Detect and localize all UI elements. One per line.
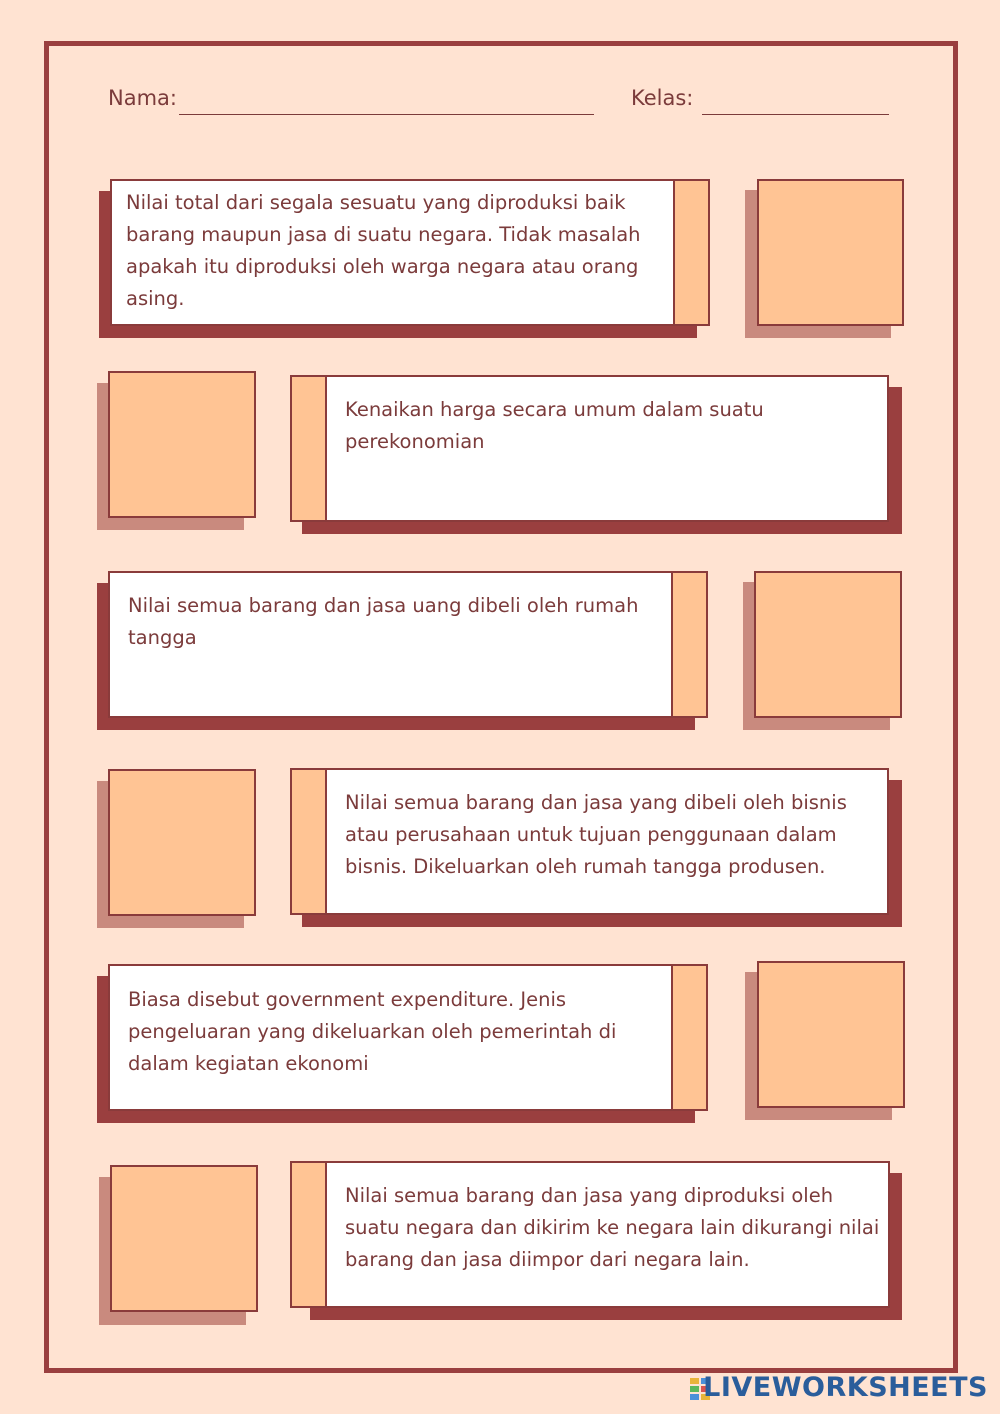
answer-box-1[interactable] bbox=[757, 179, 904, 326]
name-field[interactable] bbox=[179, 114, 594, 115]
card-tab bbox=[290, 768, 327, 915]
definition-text-1: Nilai total dari segala sesuatu yang diproduksi baik barang maupun jasa di suatu negara. Tidak masalah apakah itu diproduksi oleh warga negara atau orang asing. bbox=[126, 191, 641, 310]
answer-box-4[interactable] bbox=[108, 769, 256, 916]
card-tab bbox=[290, 1161, 327, 1308]
answer-box-5[interactable] bbox=[757, 961, 905, 1108]
card-tab bbox=[671, 571, 708, 718]
definition-text-5: Biasa disebut government expenditure. Jenis pengeluaran yang dikeluarkan oleh pemerintah di dalam kegiatan ekonomi bbox=[128, 988, 617, 1075]
name-label: Nama: bbox=[108, 86, 177, 110]
answer-box-6[interactable] bbox=[110, 1165, 258, 1312]
definition-text-3: Nilai semua barang dan jasa uang dibeli oleh rumah tangga bbox=[128, 594, 639, 649]
class-field[interactable] bbox=[702, 114, 889, 115]
answer-box-2[interactable] bbox=[108, 371, 256, 518]
definition-text-2: Kenaikan harga secara umum dalam suatu perekonomian bbox=[345, 398, 764, 453]
card-tab bbox=[671, 964, 708, 1111]
class-label: Kelas: bbox=[631, 86, 694, 110]
brand-wordmark: LIVEWORKSHEETS bbox=[703, 1372, 988, 1403]
definition-text-6: Nilai semua barang dan jasa yang diproduksi oleh suatu negara dan dikirim ke negara lain dikurangi nilai barang dan jasa diimpor dari negara lain. bbox=[345, 1184, 880, 1271]
answer-box-3[interactable] bbox=[754, 571, 902, 718]
definition-text-4: Nilai semua barang dan jasa yang dibeli oleh bisnis atau perusahaan untuk tujuan penggunaan dalam bisnis. Dikeluarkan oleh rumah tangga produsen. bbox=[345, 791, 847, 878]
card-tab bbox=[673, 179, 710, 326]
card-tab bbox=[290, 375, 327, 522]
